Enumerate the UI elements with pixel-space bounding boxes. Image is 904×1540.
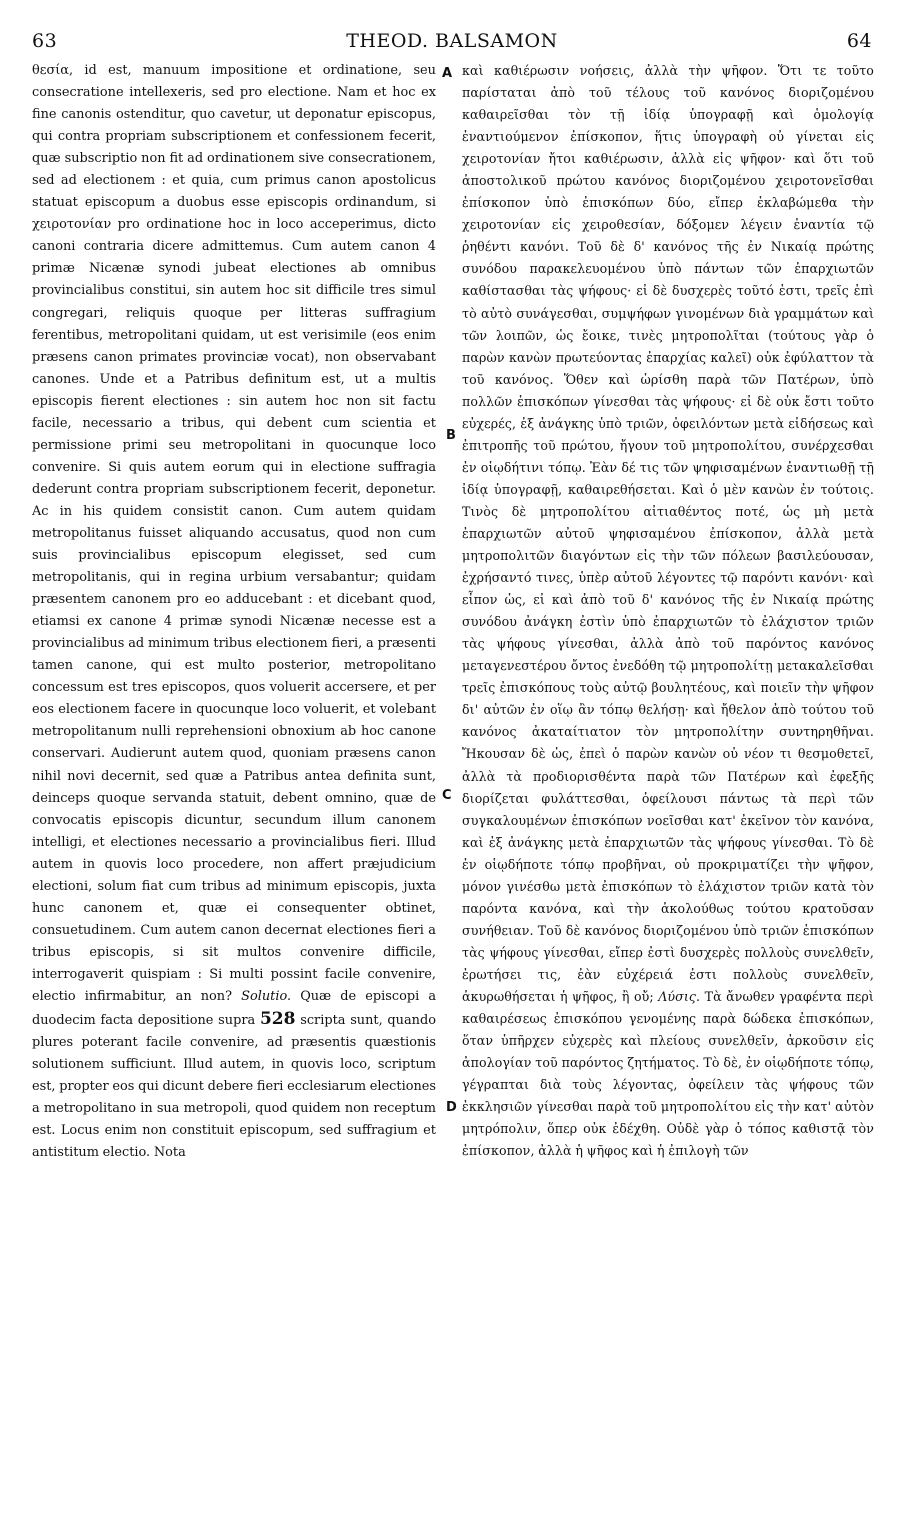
- margin-letter-c: C: [442, 788, 452, 803]
- latin-column: [32, 60, 436, 1520]
- greek-text: [462, 60, 874, 1162]
- margin-letter-a: A: [442, 66, 453, 81]
- latin-text-b: Quæ de episcopi a duodecim facta depositione supra: [32, 988, 436, 1029]
- running-header: [32, 30, 872, 56]
- greek-column: [462, 60, 874, 1520]
- right-page-number: 64: [846, 30, 872, 52]
- greek-text-b: Τὰ ἄνωθεν γραφέντα περὶ καθαιρέσεως ἐπισκόπου γενομένης παρὰ δώδεκα ἐπισκόπων, ὅταν ὑπῆρχεν εὐχερὲς καὶ πλείους συνελθεῖν, ἀρκοῦσιν εἰς ἀπολογίαν τοῦ παρόντος ζητήματος. Τὸ δὲ, ἐν οἱῳδήποτε τόπῳ, γέγραπται διὰ τοὺς λέγοντας, ὀφείλειν τὰς ψήφους τῶν ἐκκλησιῶν γίνεσθαι παρὰ τοῦ μητροπολίτου εἰς τὴν κατ' αὐτὸν μητρόπολιν, ὅπερ οὐκ ἐδέχθη. Οὐδὲ γὰρ ὁ τόπος καθιστᾷ τὸν ἐπίσκοπον, ἀλλὰ ἡ ψῆφος καὶ ἡ ἐπιλογὴ τῶν: [462, 988, 874, 1159]
- solutio-label: Solutio.: [241, 988, 292, 1004]
- latin-text-a: θεσία, id est, manuum impositione et ordinatione, seu consecratione intellexeris, sed pro electione. Nam et hoc ex fine canonis ostenditur, quo cavetur, ut deponatur episcopus, qui contra propriam subscriptionem et confessionem fecerit, quæ subscriptio non fit ad ordinationem sive consecrationem, sed ad electionem : et quia, cum primus canon apostolicus statuat episcopum a duobus esse episcopis ordinandum, si χειροτονίαν pro ordinatione hoc in loco acceperimus, dicto canoni contraria dicere admittemus. Cum autem canon 4 primæ Nicænæ synodi jubeat electiones ab omnibus provincialibus constitui, sin autem hoc sit difficile tres simul congregari, reliquis quoque per litteras suffragium ferentibus, metropolitani quidam, ut est verisimile (eos enim præsens canon primates provinciæ vocat), non observabant canones. Unde et a Patribus definitum est, ut a multis episcopis fierent electiones : sin autem hoc non sit factu facile, necessario a tribus, qui debent cum scientia et permissione primi seu metropolitani in quocunque loco convenire. Si quis autem eorum qui in electione suffragia dederunt contra propriam subscriptionem fecerit, deponetur. Ac in his quidem consistit canon. Cum autem quidam metropolitanus fuisset aliquando accusatus, quod non cum suis provincialibus episcopum elegisset, sed cum metropolitanis, qui in regina urbium versabantur; quidam præsentem canonem pro eo adducebant : et dicebant quod, etiamsi ex canone 4 primæ synodi Nicænæ necesse est a provincialibus ad minimum tribus electionem fieri, a præsenti tamen canone, qui est multo posterior, metropolitano concessum est tres episcopos, quos voluerit accersere, et per eos electionem facere in quocunque loco voluerit, et volebant metropolitanum nulli reprehensioni obnoxium ab hoc canone conservari. Audierunt autem quod, quoniam præsens canon nihil novi decernit, sed quæ a Patribus antea definita sunt, deinceps quoque servanda statuit, debent omnino, quæ de convocatis episcopis dicuntur, secundum illum canonem intelligi, et electiones necessario a provincialibus fieri. Illud autem in quovis loco procedere, non affert præjudicium electioni, solum fiat cum tribus ad minimum episcopis, juxta hunc canonem et, quæ ei consequenter obtinet, consuetudinem. Cum autem canon decernat electiones fieri a tribus episcopis, si sit multos convenire difficile, interrogaverit quispiam : Si multi possint facile convenire, electio infirmabitur, an non?: [32, 63, 436, 1004]
- left-page-number: 63: [32, 30, 58, 52]
- greek-text-a: καὶ καθιέρωσιν νοήσεις, ἀλλὰ τὴν ψῆφον. Ὅτι τε τοῦτο παρίσταται ἀπὸ τοῦ τέλους τοῦ κανόνος διοριζομένου καθαιρεῖσθαι τὸν τῇ ἰδίᾳ ὑπογραφῇ καὶ ὁμολογίᾳ ἐναντιούμενον ἐπίσκοπον, ἥτις ὑπογραφὴ οὐ γίνεται εἰς χειροτονίαν ἤτοι καθιέρωσιν, ἀλλὰ εἰς ψῆφον· καὶ ὅτι τοῦ ἀποστολικοῦ πρώτου κανόνος διοριζομένου χειροτονεῖσθαι ἐπίσκοπον ὑπὸ ἐπισκόπων δύο, εἴπερ ἐκλαβώμεθα τὴν χειροτονίαν εἰς χειροθεσίαν, δόξομεν λέγειν ἐναντία τῷ ῥηθέντι κανόνι. Τοῦ δὲ δ' κανόνος τῆς ἐν Νικαίᾳ πρώτης συνόδου παρακελευομένου ὑπὸ πάντων τῶν ἐπαρχιωτῶν καθίστασθαι τὰς ψήφους· εἰ δὲ δυσχερὲς τοῦτό ἐστι, τρεῖς ἐπὶ τὸ αὐτὸ συνάγεσθαι, συμψήφων γινομένων διὰ γραμμάτων καὶ τῶν λοιπῶν, ὡς ἔοικε, τινὲς μητροπολῖται (τούτους γὰρ ὁ παρὼν κανὼν πρωτεύοντας ἐπαρχίας καλεῖ) οὐκ ἐφύλαττον τὰ τοῦ κανόνος. Ὅθεν καὶ ὡρίσθη παρὰ τῶν Πατέρων, ὑπὸ πολλῶν ἐπισκόπων γίνεσθαι τὰς ψήφους· εἰ δὲ οὐκ ἔστι τοῦτο εὐχερές, ἐξ ἀνάγκης ὑπὸ τριῶν, ὀφειλόντων μετὰ εἰδήσεως καὶ ἐπιτροπῆς τοῦ πρώτου, ἤγουν τοῦ μητροπολίτου, συνέρχεσθαι ἐν οἱῳδήτινι τόπῳ. Ἐὰν δέ τις τῶν ψηφισαμένων ἐναντιωθῇ τῇ ἰδίᾳ ὑπογραφῇ, καθαιρεθήσεται. Καὶ ὁ μὲν κανὼν ἐν τούτοις. Τινὸς δὲ μητροπολίτου αἰτιαθέντος ποτέ, ὡς μὴ μετὰ ἐπαρχιωτῶν αὐτοῦ ψηφισαμένου ἐπίσκοπον, ἀλλὰ μετὰ μητροπολιτῶν διαγόντων εἰς τὴν τῶν πόλεων βασιλεύουσαν, ἐχρήσαντό τινες, ὑπὲρ αὐτοῦ λέγοντες τῷ παρόντι κανόνι· καὶ εἶπον ὡς, εἰ καὶ ἀπὸ τοῦ δ' κανόνος τῆς ἐν Νικαίᾳ πρώτης συνόδου ἀνάγκη ἐστὶν ὑπὸ ἐπαρχιωτῶν τὸ ἐλάχιστον τριῶν τὰς ψήφους γίνεσθαι, ἀλλὰ ἀπὸ τοῦ παρόντος κανόνος μεταγενεστέρου ὄντος ἐνεδόθη τῷ μητροπολίτῃ μετακαλεῖσθαι τρεῖς ἐπισκόπους τοὺς αὐτῷ βουλητέους, καὶ ποιεῖν τὴν ψῆφον δι' αὐτῶν ἐν οἵῳ ἂν τόπῳ θελήσῃ· καὶ ἤθελον ἀπὸ τούτου τοῦ κανόνος ἀκαταίτιατον τὸν μητροπολίτην συντηρηθῆναι. Ἤκουσαν δὲ ὡς, ἐπεὶ ὁ παρὼν κανὼν οὐ νέον τι θεσμοθετεῖ, ἀλλὰ τὰ προδιορισθέντα παρὰ τῶν Πατέρων καὶ ἐφεξῆς διορίζεται φυλάττεσθαι, ὀφείλουσι πάντως τὰ περὶ τῶν συγκαλουμένων ἐπισκόπων νοεῖσθαι κατ' ἐκεῖνον τὸν κανόνα, καὶ ἐξ ἀνάγκης μετὰ ἐπαρχιωτῶν τὰς ψήφους γίνεσθαι. Τὸ δὲ ἐν οἱῳδήποτε τόπῳ προβῆναι, οὐ προκριματίζει τὴν ψῆφον, μόνον γινέσθω μετὰ ἐπισκόπων τὸ ἐλάχιστον τριῶν κατὰ τὸν παρόντα κανόνα, καὶ τὴν ἀκολούθως τούτου κρατοῦσαν συνήθειαν. Τοῦ δὲ κανόνος διοριζομένου ὑπὸ τριῶν ἐπισκόπων τὰς ψήφους γίνεσθαι, εἴπερ ἐστὶ δυσχερὲς πολλοὺς συνελθεῖν, ἐρωτήσει τις, ἐὰν εὐχέρειά ἐστι πολλοὺς συνελθεῖν, ἀκυρωθήσεται ἡ ψῆφος, ἢ οὔ;: [462, 63, 874, 1004]
- running-title: THEOD. BALSAMON: [346, 30, 558, 52]
- lysis-label: Λύσις.: [658, 988, 701, 1004]
- latin-text: [32, 60, 436, 1164]
- reference-number: 528: [259, 1009, 296, 1030]
- margin-letter-d: D: [446, 1100, 457, 1115]
- margin-letter-b: B: [446, 428, 456, 443]
- latin-text-c: scripta sunt, quando plures poterant facile convenire, ad præsentis quæstionis solutionem sufficiunt. Illud autem, in quovis loco, scriptum est, propter eos qui dicunt debere fieri ecclesiarum electiones a metropolitano in sua metropoli, quod quidem non receptum est. Locus enim non constituit episcopum, sed suffragium et antistitum electio. Nota: [32, 1013, 436, 1161]
